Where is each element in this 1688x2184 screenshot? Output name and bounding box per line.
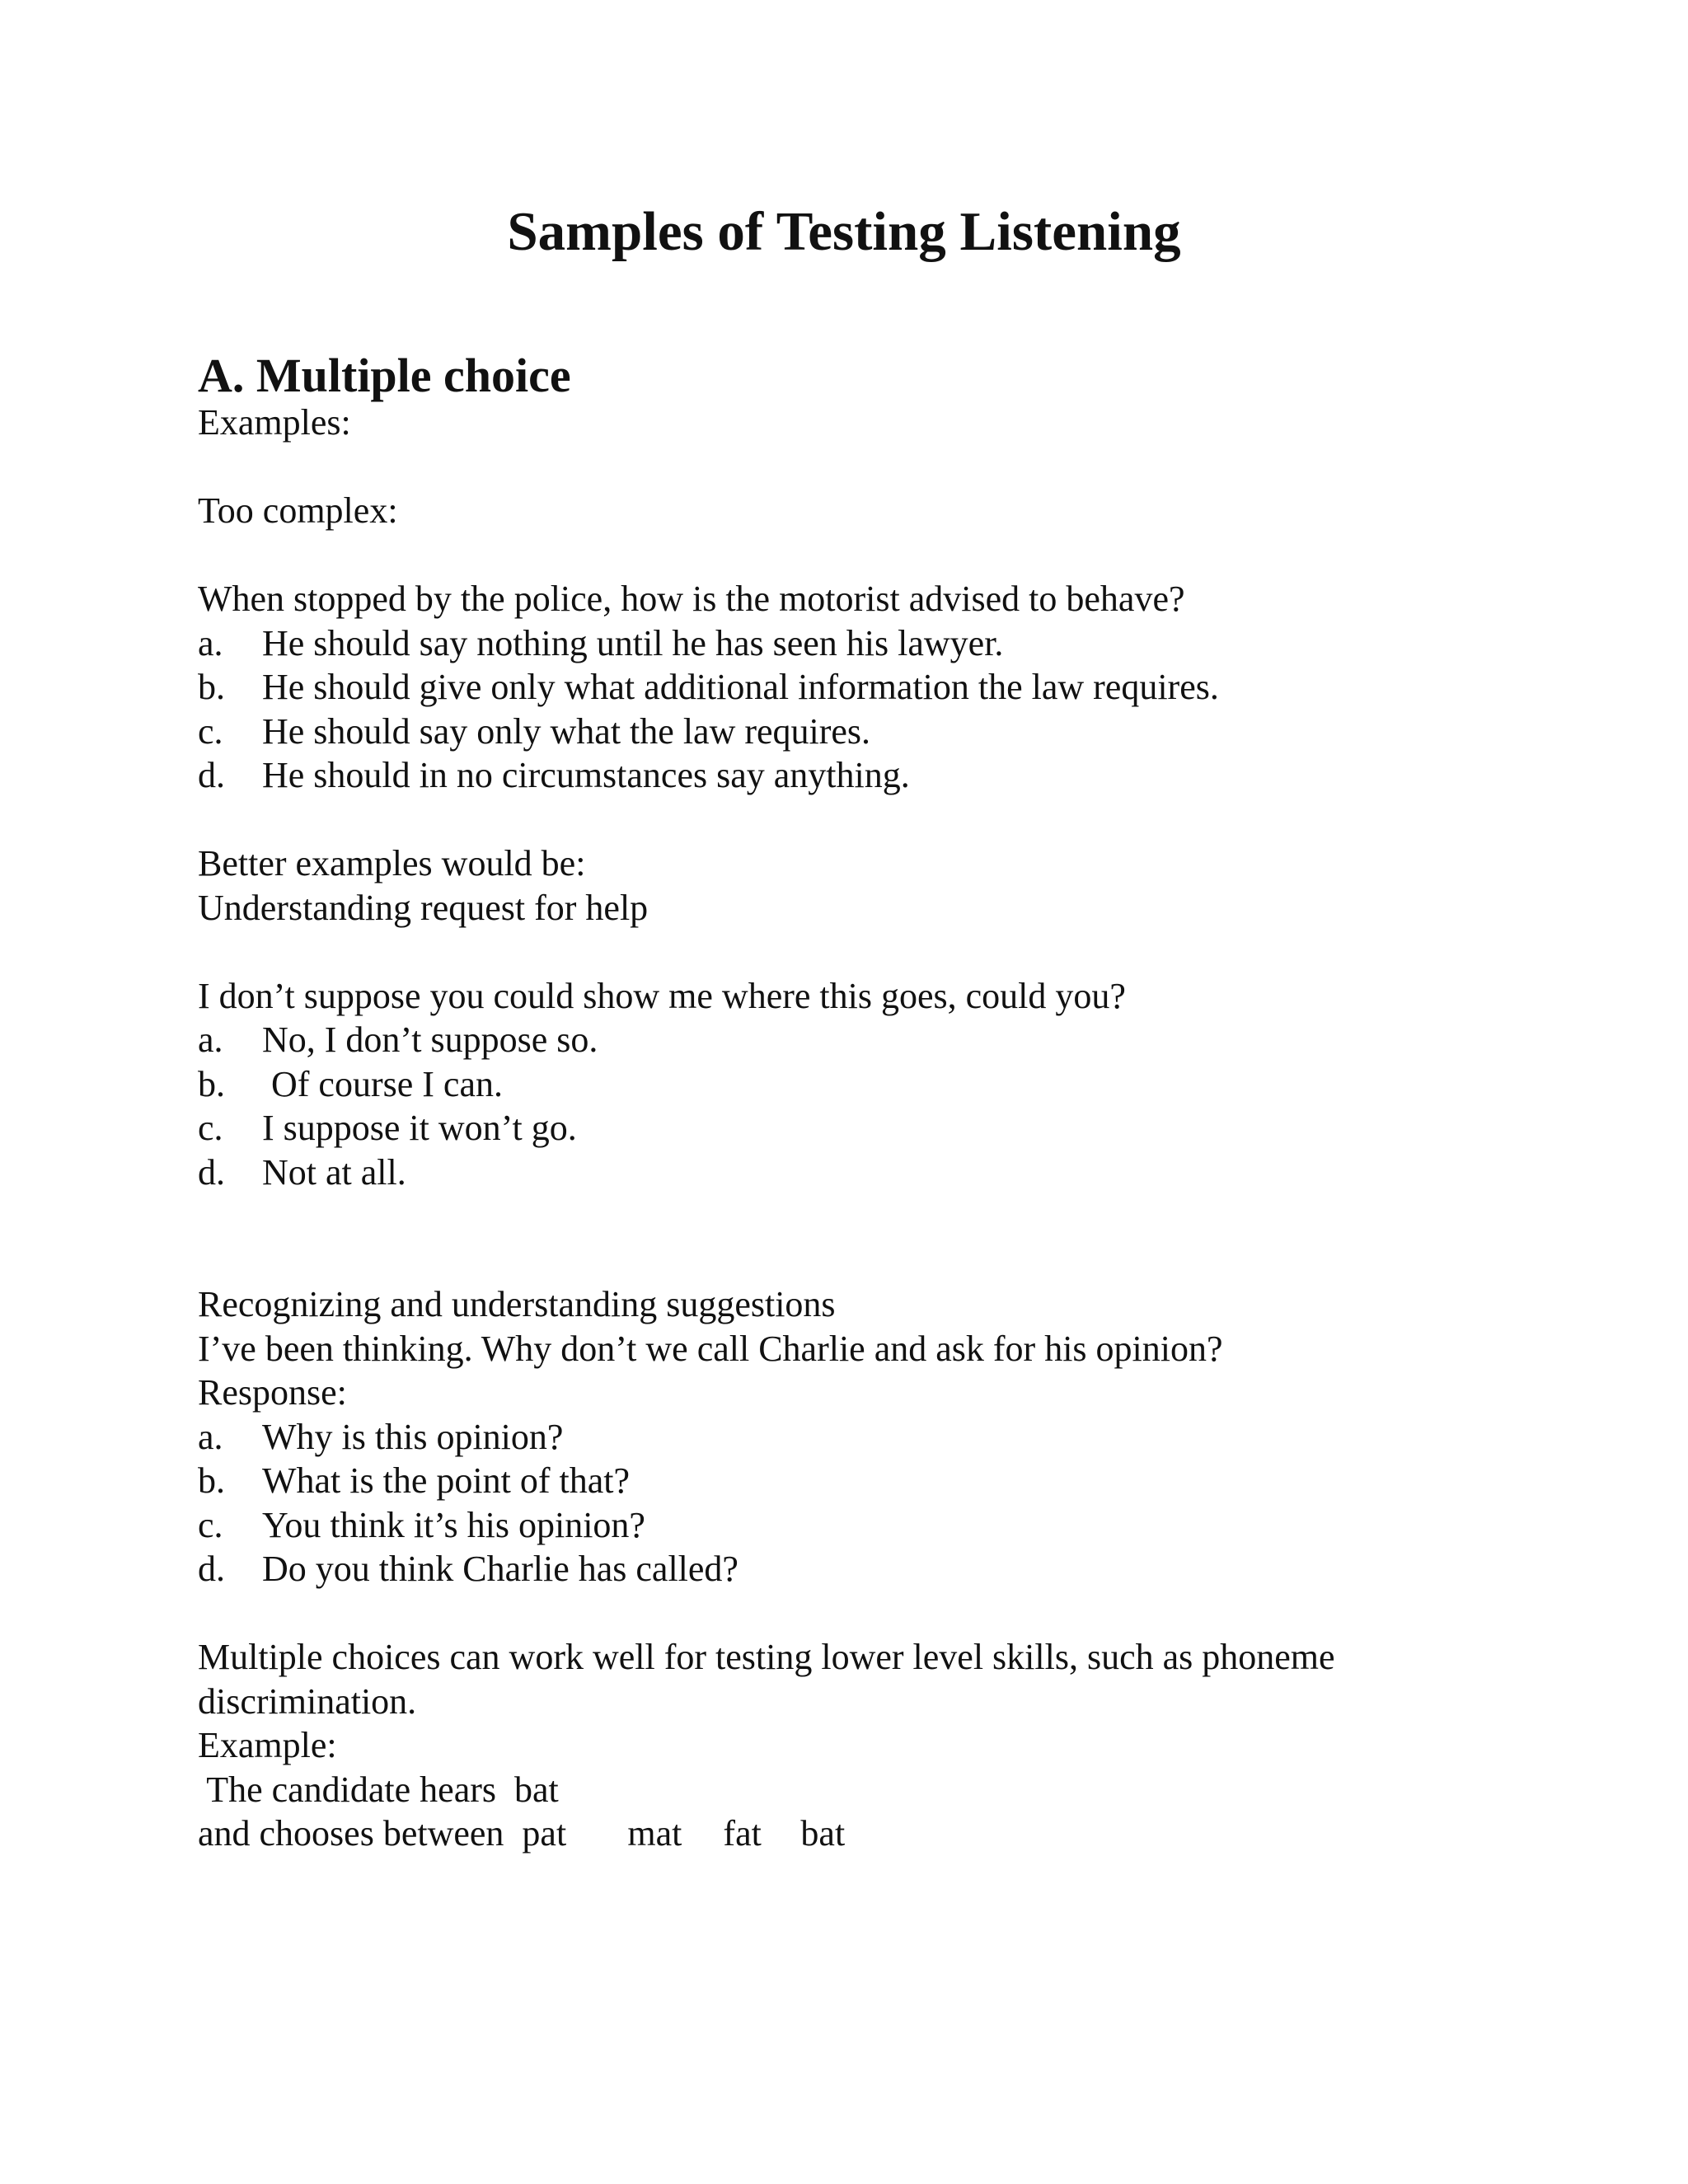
section-a-body [198, 401, 1517, 1856]
q3-option-d [198, 1547, 1517, 1591]
q1-option-c-text: He should say only what the law requires. [262, 710, 871, 752]
q2-option-d-letter: d. [198, 1151, 225, 1193]
q1-option-d [198, 753, 1517, 798]
q2-option-d-text: Not at all. [262, 1151, 406, 1193]
example-label: Example: [198, 1725, 337, 1765]
better-examples-label: Better examples would be: [198, 843, 586, 883]
suggestions-label: Recognizing and understanding suggestions [198, 1284, 836, 1324]
phoneme-choice: pat [522, 1813, 567, 1854]
q3-option-a-letter: a. [198, 1416, 223, 1457]
q2-option-c-letter: c. [198, 1108, 223, 1148]
q1-option-d-text: He should in no circumstances say anything. [262, 755, 910, 795]
q3-option-a [198, 1415, 1517, 1460]
q2-option-d [198, 1151, 1517, 1195]
candidate-hears-line: The candidate hears bat [198, 1769, 559, 1810]
q3-option-c-letter: c. [198, 1504, 223, 1545]
q2-option-a-text: No, I don’t suppose so. [262, 1019, 598, 1060]
phoneme-choices [522, 1811, 845, 1856]
too-complex-label: Too complex: [198, 490, 398, 531]
q3-response-label: Response: [198, 1372, 347, 1413]
q1-option-b [198, 665, 1517, 710]
phoneme-choice: fat [723, 1813, 762, 1854]
request-for-help-label: Understanding request for help [198, 887, 649, 928]
q2-option-b-letter: b. [198, 1063, 225, 1104]
q3-option-b-text: What is the point of that? [262, 1460, 630, 1501]
chooses-between-line [198, 1811, 1517, 1856]
q1-option-a-text: He should say nothing until he has seen his lawyer. [262, 622, 1004, 663]
q2-option-b-text: Of course I can. [262, 1063, 503, 1104]
q1-option-b-letter: b. [198, 667, 225, 707]
q3-option-b-letter: b. [198, 1460, 225, 1501]
phoneme-choice: mat [627, 1813, 682, 1854]
q1-option-c [198, 710, 1517, 754]
section-heading-multiple-choice: A. Multiple choice [198, 349, 571, 402]
q1-option-b-text: He should give only what additional information the law requires. [262, 667, 1219, 707]
q3-option-c-text: You think it’s his opinion? [262, 1504, 645, 1545]
q3-option-a-text: Why is this opinion? [262, 1416, 564, 1457]
q3-question: I’ve been thinking. Why don’t we call Charlie and ask for his opinion? [198, 1328, 1223, 1369]
q2-option-a [198, 1018, 1517, 1062]
q1-option-a [198, 621, 1517, 666]
q1-question: When stopped by the police, how is the motorist advised to behave? [198, 579, 1185, 619]
q3-option-d-text: Do you think Charlie has called? [262, 1549, 738, 1589]
q2-question: I don’t suppose you could show me where this goes, could you? [198, 975, 1126, 1016]
closing-line-1: Multiple choices can work well for testing lower level skills, such as phoneme [198, 1637, 1335, 1677]
q2-option-c-text: I suppose it won’t go. [262, 1108, 577, 1148]
chooses-between-prefix: and chooses between [198, 1813, 523, 1854]
q3-option-b [198, 1459, 1517, 1503]
page-title: Samples of Testing Listening [507, 201, 1181, 262]
q1-option-d-letter: d. [198, 755, 225, 795]
phoneme-choice: bat [800, 1813, 846, 1854]
examples-label: Examples: [198, 402, 351, 443]
q3-option-c [198, 1503, 1517, 1548]
q3-option-d-letter: d. [198, 1549, 225, 1589]
closing-line-2: discrimination. [198, 1680, 417, 1722]
q2-option-b [198, 1062, 1517, 1107]
q1-option-c-letter: c. [198, 710, 223, 752]
q2-option-c [198, 1106, 1517, 1151]
q2-option-a-letter: a. [198, 1019, 223, 1060]
q1-option-a-letter: a. [198, 622, 223, 663]
